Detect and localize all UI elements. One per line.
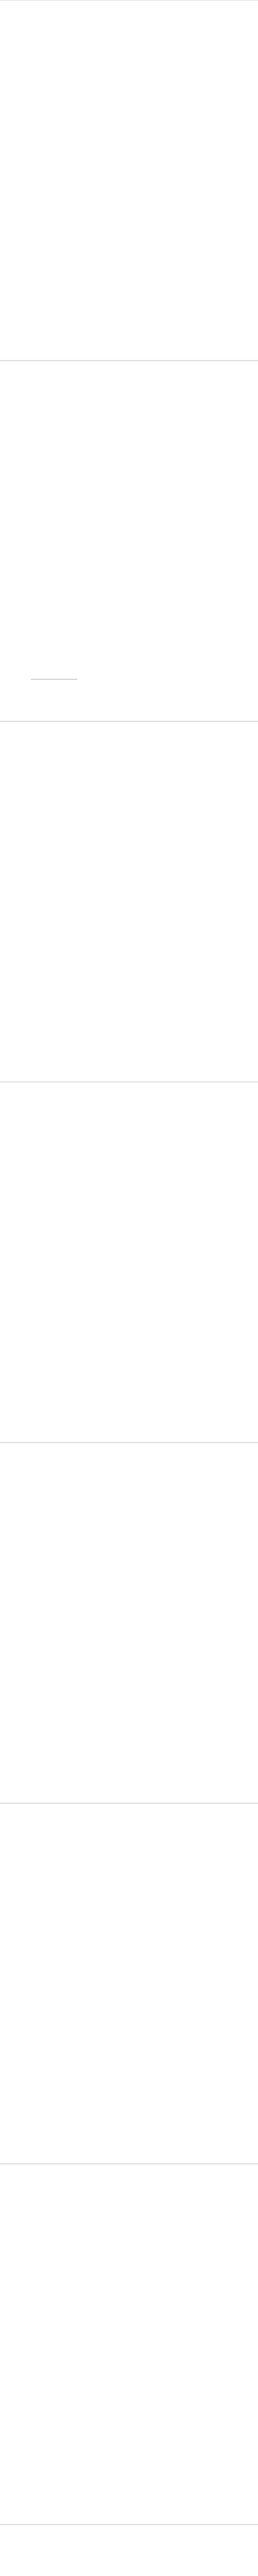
page-body (31, 1821, 227, 2148)
page-1 (0, 0, 258, 361)
page-3 (0, 721, 258, 1082)
page-body (31, 739, 227, 1066)
page-body (31, 78, 227, 345)
page-body (31, 379, 227, 674)
page-body (31, 1461, 227, 1787)
page-4 (0, 1082, 258, 1443)
page-8 (0, 2524, 258, 2576)
page-body (31, 2543, 227, 2576)
page-body (31, 2182, 227, 2509)
page-body (31, 1100, 227, 1427)
page-7 (0, 2164, 258, 2524)
page-5 (0, 1443, 258, 1803)
footnote-rule (31, 679, 77, 680)
page-6 (0, 1803, 258, 2164)
page-2 (0, 361, 258, 721)
